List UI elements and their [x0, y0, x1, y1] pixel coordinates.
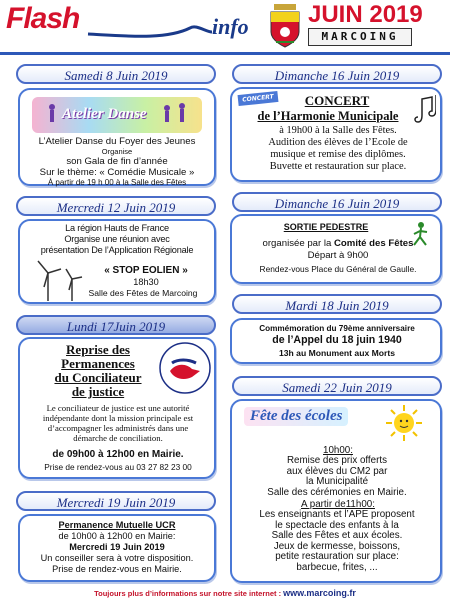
sortie-title: SORTIE PEDESTRE: [283, 222, 369, 232]
text-line: Les enseignants et l’APE proposent: [259, 509, 415, 520]
text-line: Le conciliateur de justice est une autorité: [46, 403, 190, 413]
commemoration-line-2: de l’Appel du 18 juin 1940: [272, 334, 402, 346]
mutuelle-hours: de 10h00 à 12h00 en Mairie:: [58, 531, 176, 541]
mutuelle-appointment: Prise de rendez-vous en Mairie.: [52, 564, 182, 574]
text-line: présentation De l’Application Régionale: [40, 245, 194, 255]
organizer-prefix: organisée par la: [262, 238, 334, 249]
commemoration-line-1: Commémoration du 79ème anniversaire: [259, 324, 415, 333]
event-card-conciliateur: [18, 337, 216, 479]
event-date-samedi-8: Samedi 8 Juin 2019: [16, 64, 216, 84]
text-line: indépendante dont la mission principale est: [42, 413, 194, 423]
text-line: musique et remise des diplômes.: [270, 149, 406, 160]
event-date-mardi-18: Mardi 18 Juin 2019: [232, 294, 442, 314]
fete-body-1: [234, 456, 440, 498]
text-line: La région Hauts de France: [65, 223, 169, 233]
text-line: la Municipalité: [305, 476, 369, 487]
text-line: démarche de conciliation.: [73, 433, 163, 443]
conciliateur-contact: Prise de rendez-vous au 03 27 82 23 00: [44, 462, 192, 472]
title-line: du Conciliateur: [54, 370, 142, 385]
mutuelle-date: Mercredi 19 Juin 2019: [69, 542, 165, 552]
text-line: L’Atelier Danse du Foyer des Jeunes: [38, 136, 196, 147]
title-line: Permanences: [61, 356, 135, 371]
footer-text: Toujours plus d’informations sur notre site internet :: [94, 589, 284, 598]
fete-time-2: A partir de11h00:: [301, 499, 375, 510]
commemoration-line-3: 13h au Monument aux Morts: [278, 348, 396, 358]
event-card-concert: [230, 87, 442, 182]
text-line: barbecue, frites, ...: [296, 561, 378, 573]
event-card-atelier-danse: [18, 88, 216, 186]
event-card-commemoration: [230, 318, 442, 364]
event-card-stop-eolien: [18, 219, 216, 304]
sortie-meeting: Rendez-vous Place du Général de Gaulle.: [259, 264, 417, 274]
text-line: Jeux de kermesse, boissons,: [273, 540, 401, 552]
website-link[interactable]: www.marcoing.fr: [283, 588, 356, 598]
text-line: Remise des prix offerts: [286, 455, 387, 466]
text-line: d’accompagner les administrés dans une: [47, 423, 189, 433]
text-line: son Gala de fin d’année: [66, 156, 168, 167]
title-line: Reprise des: [66, 342, 130, 357]
event-1-text: [22, 136, 212, 188]
fete-time-1: 10h00:: [323, 445, 353, 456]
text-line: le spectacle des enfants à la: [275, 519, 399, 531]
text-line: Buvette et restauration sur place.: [269, 161, 407, 172]
issue-month: JUIN 2019: [308, 1, 423, 28]
footer: [0, 588, 450, 598]
conciliateur-title: [38, 343, 158, 399]
sortie-departure: Départ à 9h00: [307, 250, 369, 261]
text-line: Sur le thème: « Comédie Musicale »: [39, 167, 195, 178]
concert-subtitle: de l’Harmonie Municipale: [257, 109, 399, 123]
event-card-fete-ecoles: [230, 399, 442, 583]
conciliateur-body: [24, 403, 212, 443]
town-name: MARCOING: [308, 28, 412, 46]
town-crest-icon: [268, 4, 302, 48]
stop-eolien-title: « STOP EOLIEN »: [104, 265, 188, 276]
text-line: aux élèves du CM2 par: [286, 465, 388, 477]
text-line: Organise: [101, 147, 133, 156]
mutuelle-advisor: Un conseiller sera à votre disposition.: [40, 553, 194, 563]
text-line: À partir de 19 h 00 à la Salle des Fêtes: [47, 178, 187, 187]
text-line: Audition des élèves de l’Ecole de: [268, 137, 408, 148]
dance-banner-title: Atelier Danse: [62, 106, 147, 122]
text-line: petite restauration sur place:: [275, 551, 399, 562]
event-date-mercredi-19: Mercredi 19 Juin 2019: [16, 491, 216, 511]
text-line: à 19h00 à la Salle des Fêtes.: [279, 125, 397, 136]
mutuelle-title: Permanence Mutuelle UCR: [58, 520, 176, 530]
stop-eolien-place: Salle des Fêtes de Marcoing: [88, 288, 198, 298]
event-3-text: [22, 223, 212, 256]
text-line: Salle des cérémonies en Mairie.: [267, 486, 407, 498]
dance-banner-image: [32, 97, 202, 133]
event-date-dimanche-16-concert: Dimanche 16 Juin 2019: [232, 64, 442, 84]
event-date-mercredi-12: Mercredi 12 Juin 2019: [16, 196, 216, 216]
conciliateur-hours: de 09h00 à 12h00 en Mairie.: [52, 449, 184, 460]
event-card-mutuelle: [18, 514, 216, 582]
fete-body-2: [234, 510, 440, 573]
concert-body: [236, 125, 440, 173]
sun-icon: [382, 403, 426, 443]
event-date-lundi-17: Lundi 17Juin 2019: [16, 315, 216, 335]
title-line: de justice: [71, 384, 125, 399]
text-line: Salle des Fêtes et aux écoles.: [271, 530, 403, 541]
swoosh-line: [86, 14, 216, 44]
brand-flash: Flash: [6, 2, 80, 35]
organizer-name: Comité des Fêtes: [334, 238, 414, 249]
event-date-dimanche-16-sortie: Dimanche 16 Juin 2019: [232, 192, 442, 212]
header-divider: [0, 52, 450, 55]
fete-ecoles-banner: Fête des écoles: [244, 407, 348, 426]
concert-badge: CONCERT: [238, 91, 279, 106]
sortie-organizer: [236, 238, 440, 249]
text-line: Organise une réunion avec: [64, 234, 170, 244]
brand-info: info: [212, 14, 249, 39]
event-card-sortie-pedestre: [230, 214, 442, 284]
conciliateurs-logo-icon: [158, 341, 212, 395]
concert-title: CONCERT: [304, 93, 370, 108]
music-note-icon: [412, 95, 436, 123]
event-date-samedi-22: Samedi 22 Juin 2019: [232, 376, 442, 396]
stop-eolien-time: 18h30: [133, 277, 159, 287]
